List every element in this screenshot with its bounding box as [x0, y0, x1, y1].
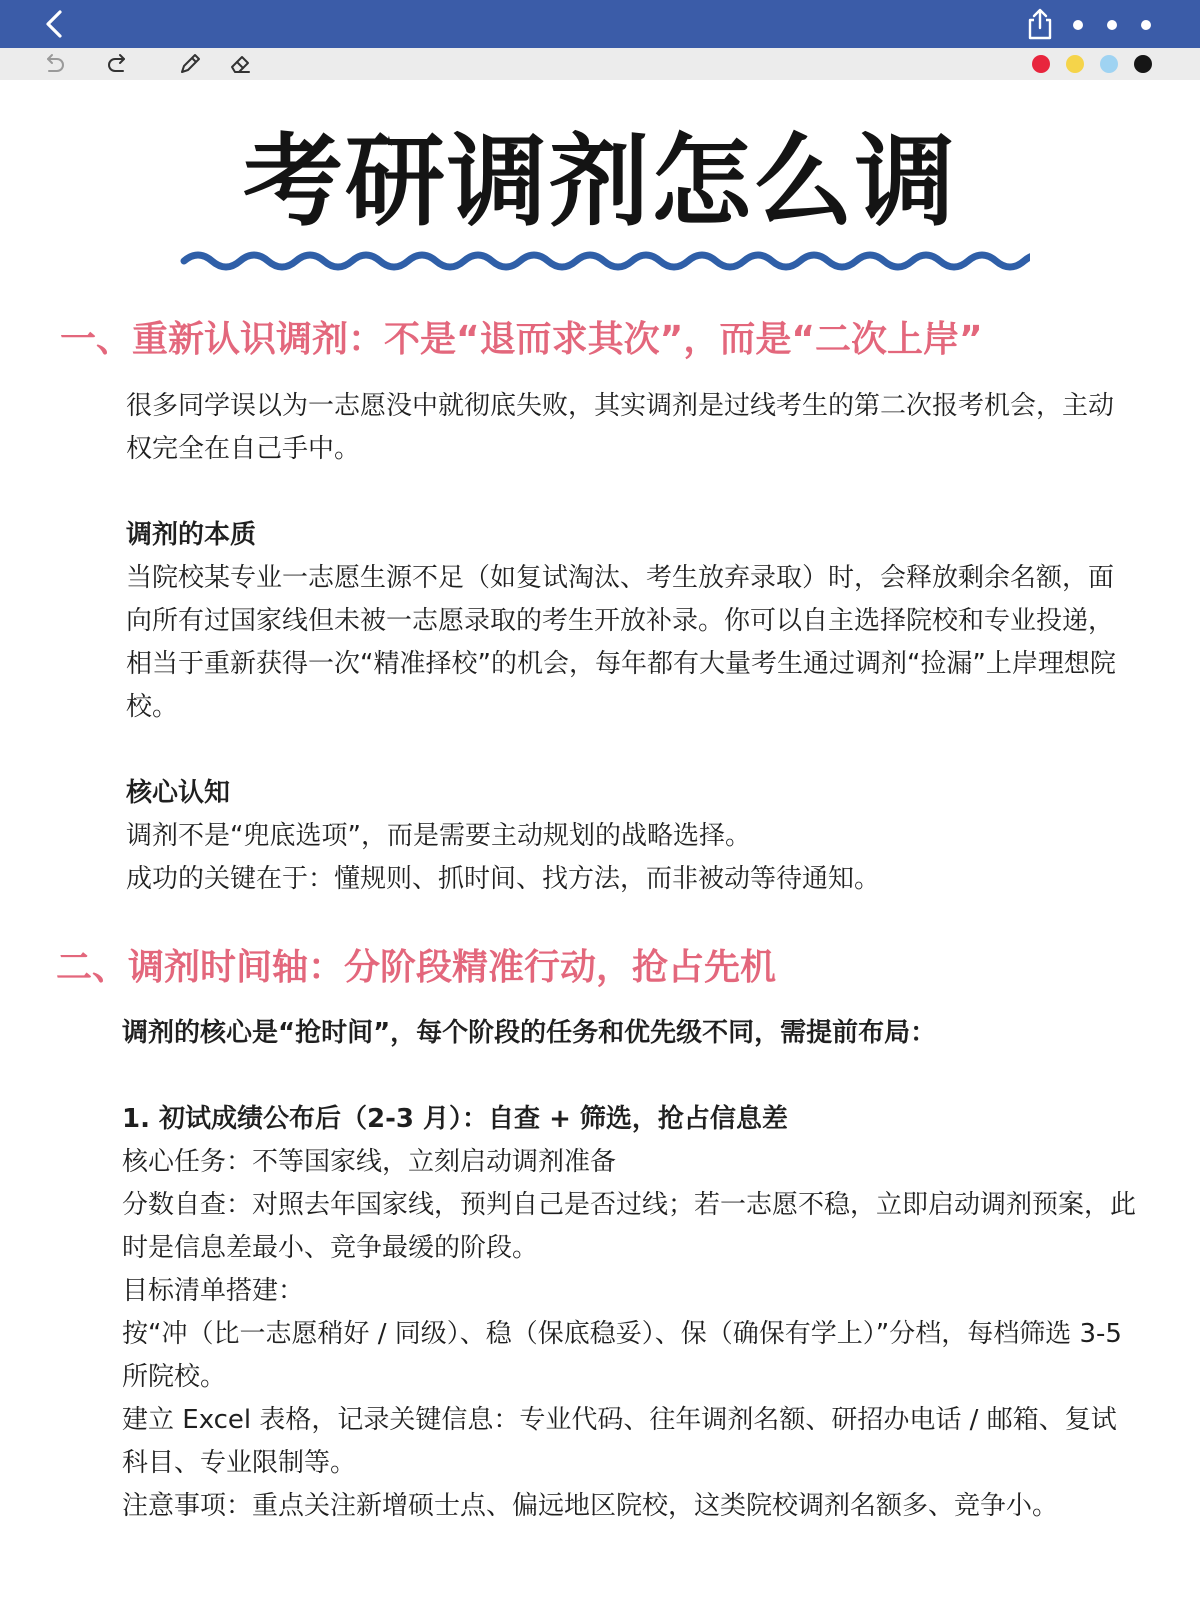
- step1-list-title: 目标清单搭建：: [122, 1276, 305, 1306]
- note-canvas[interactable]: [0, 80, 1200, 1600]
- color-swatch-yellow[interactable]: [1066, 55, 1084, 73]
- eraser-icon[interactable]: [226, 50, 254, 78]
- section1-body: [126, 385, 1136, 901]
- wavy-underline: [180, 246, 1030, 276]
- step1-notice-text: 注意事项：重点关注新增硕士点、偏远地区院校，这类院校调剂名额多、竞争小。: [122, 1491, 1059, 1521]
- core-line-2: 成功的关键在于：懂规则、抓时间、找方法，而非被动等待通知。: [126, 864, 881, 894]
- section1-intro: 很多同学误以为一志愿没中就彻底失败，其实调剂是过线考生的第二次报考机会，主动权完全在自己手中。: [126, 391, 1115, 464]
- essence-title: 调剂的本质: [126, 520, 257, 550]
- section2-body: [122, 1012, 1142, 1528]
- chevron-left-icon[interactable]: [38, 6, 74, 42]
- step1-selfcheck: 分数自查：对照去年国家线，预判自己是否过线；若一志愿不稳，立即启动调剂预案，此时是信息差最小、竞争最缓的阶段。: [122, 1190, 1137, 1263]
- step1-task: 核心任务：不等国家线，立刻启动调剂准备: [122, 1147, 617, 1177]
- redo-icon[interactable]: [104, 50, 132, 78]
- step1-excel-text: 建立 Excel 表格，记录关键信息：专业代码、往年调剂名额、研招办电话 / 邮箱、复试科目、专业限制等。: [122, 1405, 1117, 1478]
- undo-icon[interactable]: [40, 50, 68, 78]
- pen-icon[interactable]: [176, 50, 204, 78]
- essence-text: 当院校某专业一志愿生源不足（如复试淘汰、考生放弃录取）时，会释放剩余名额，面向所有过国家线但未被一志愿录取的考生开放补录。你可以自主选择院校和专业投递，相当于重新获得一次“精准择校”的机会，每年都有大量考生通过调剂“捡漏”上岸理想院校。: [126, 563, 1116, 722]
- more-dots-icon[interactable]: [1066, 12, 1176, 38]
- color-swatch-red[interactable]: [1032, 55, 1050, 73]
- step1-list-text: 按“冲（比一志愿稍好 / 同级）、稳（保底稳妥）、保（确保有学上）”分档，每档筛选 3-5 所院校。: [122, 1319, 1122, 1392]
- section2-lead: 调剂的核心是“抢时间”，每个阶段的任务和优先级不同，需提前布局：: [122, 1018, 937, 1048]
- color-swatch-black[interactable]: [1134, 55, 1152, 73]
- page-title: 考研调剂怎么调: [243, 123, 957, 240]
- drawing-toolbar: [0, 48, 1200, 80]
- core-title: 核心认知: [126, 778, 231, 808]
- section1-heading: 一、重新认识调剂：不是“退而求其次”，而是“二次上岸”: [60, 319, 983, 360]
- section2-heading: 二、调剂时间轴：分阶段精准行动，抢占先机: [56, 947, 777, 988]
- top-bar: [0, 0, 1200, 48]
- core-line-1: 调剂不是“兜底选项”，而是需要主动规划的战略选择。: [126, 821, 751, 851]
- step1-title: 1. 初试成绩公布后（2-3 月）：自查 + 筛选，抢占信息差: [122, 1104, 788, 1134]
- share-icon[interactable]: [1022, 6, 1058, 42]
- color-swatch-light-blue[interactable]: [1100, 55, 1118, 73]
